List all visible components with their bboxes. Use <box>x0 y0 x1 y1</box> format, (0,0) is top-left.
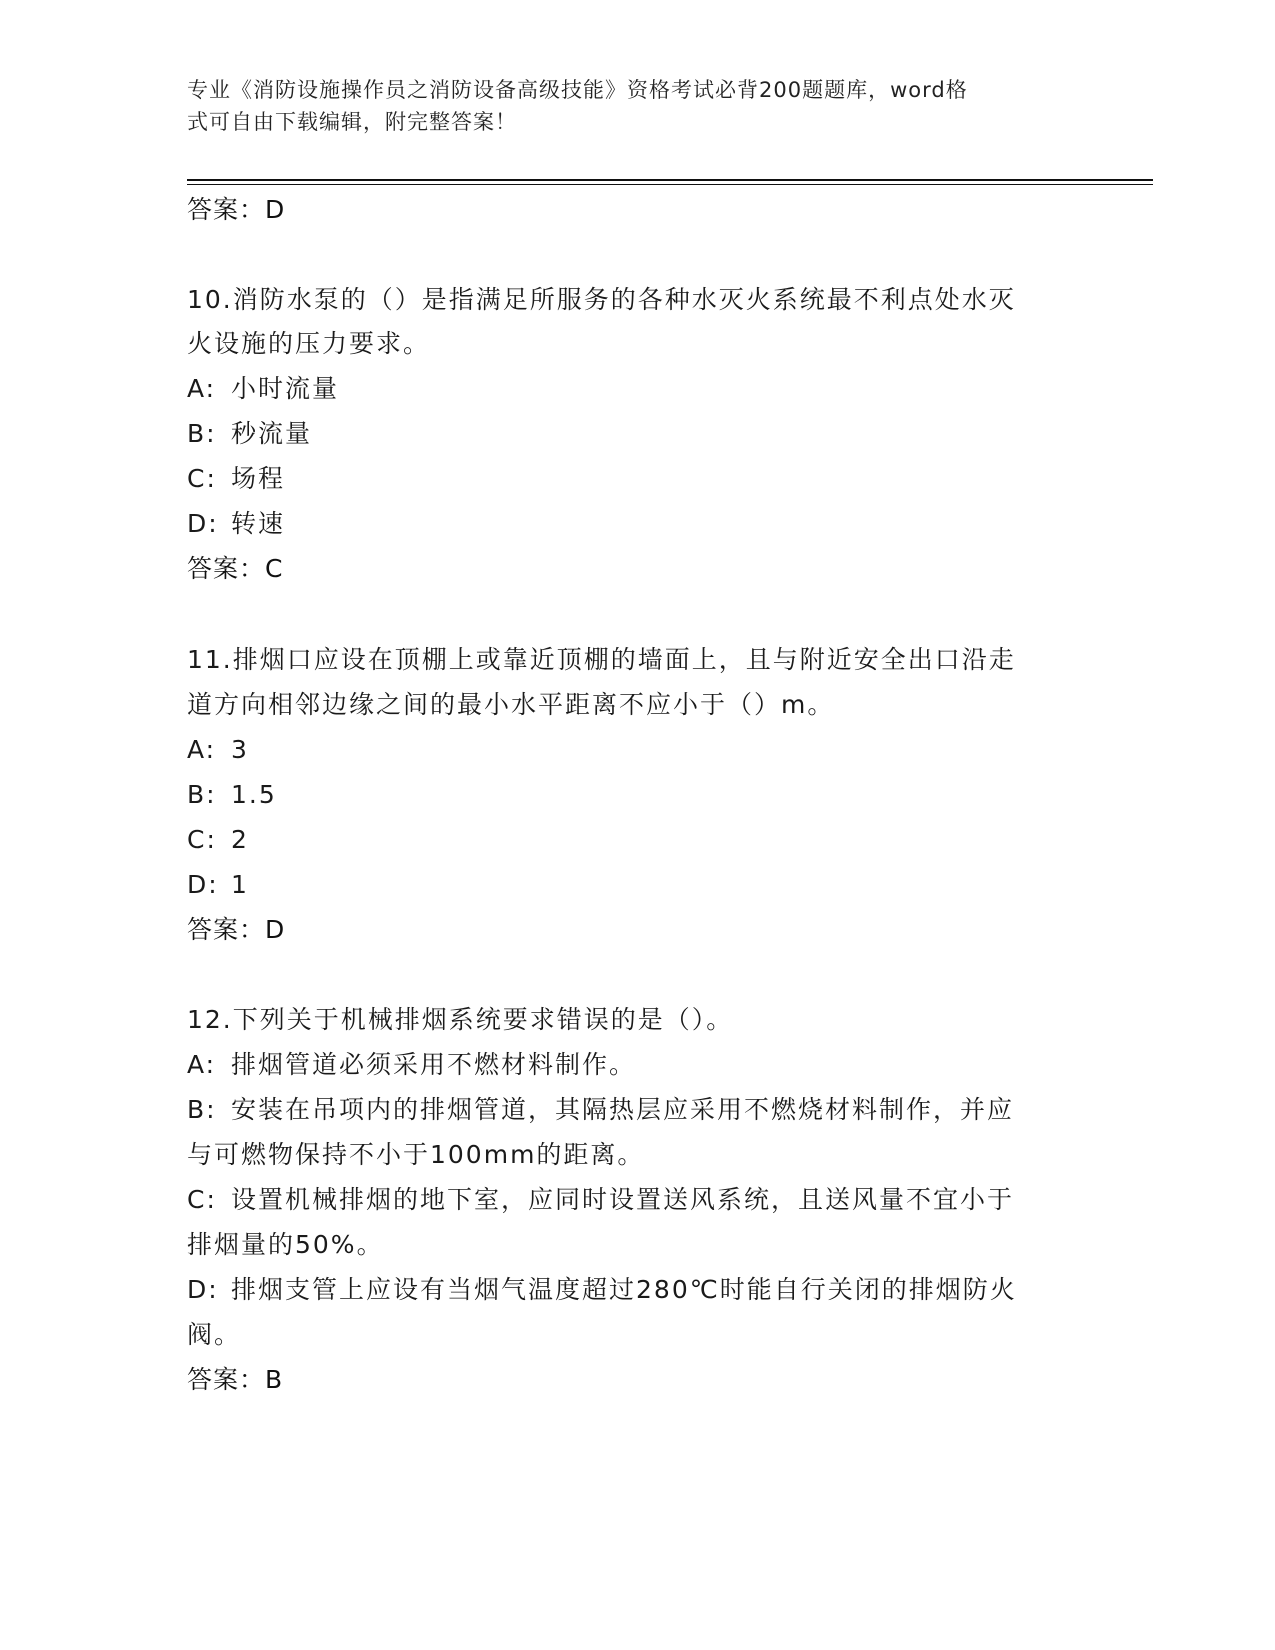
question-10-stem-line-2: 火设施的压力要求。 <box>187 329 431 358</box>
question-12-option-c-line-1 <box>187 1183 1014 1217</box>
question-12-stem: 12.下列关于机械排烟系统要求错误的是（）。 <box>187 1005 734 1034</box>
option-label: C: <box>187 464 217 493</box>
question-12-option-d-line-2: 阀。 <box>187 1320 242 1349</box>
option-label: D: <box>187 1275 219 1304</box>
option-text: 安装在吊项内的排烟管道，其隔热层应采用不燃烧材料制作，并应 <box>231 1095 1015 1124</box>
document-header <box>187 74 1067 138</box>
option-text: 1.5 <box>231 780 277 809</box>
question-12-option-d-line-1 <box>187 1273 1017 1307</box>
question-10-answer: 答案：C <box>187 554 284 583</box>
question-11-option-b <box>187 778 277 812</box>
question-11-option-c <box>187 823 249 857</box>
option-label: A: <box>187 1050 217 1079</box>
option-text: 场程 <box>231 464 286 493</box>
question-10-option-a <box>187 372 339 406</box>
question-12-answer: 答案：B <box>187 1365 284 1394</box>
option-text: 秒流量 <box>231 419 313 448</box>
option-label: A: <box>187 374 217 403</box>
option-label: B: <box>187 1095 217 1124</box>
header-line-1: 专业《消防设施操作员之消防设备高级技能》资格考试必背200题题库，word格 <box>187 78 968 102</box>
question-11-option-a <box>187 733 249 767</box>
previous-answer: 答案：D <box>187 195 286 224</box>
option-label: C: <box>187 1185 217 1214</box>
question-11-option-d <box>187 868 249 902</box>
option-label: C: <box>187 825 217 854</box>
question-11-stem-line-2: 道方向相邻边缘之间的最小水平距离不应小于（）m。 <box>187 690 835 719</box>
question-10-option-d <box>187 507 285 541</box>
option-label: A: <box>187 735 217 764</box>
option-text: 排烟管道必须采用不燃材料制作。 <box>231 1050 637 1079</box>
option-text: 排烟支管上应设有当烟气温度超过280℃时能自行关闭的排烟防火 <box>231 1275 1017 1304</box>
option-text: 小时流量 <box>231 374 340 403</box>
question-12-option-a <box>187 1048 636 1082</box>
option-text: 转速 <box>231 509 286 538</box>
option-label: D: <box>187 870 219 899</box>
question-12-option-b-line-1 <box>187 1093 1014 1127</box>
header-line-2: 式可自由下载编辑，附完整答案！ <box>187 110 517 134</box>
option-label: B: <box>187 419 217 448</box>
option-text: 1 <box>231 870 249 899</box>
question-11-stem-line-1: 11.排烟口应设在顶棚上或靠近顶棚的墙面上，且与附近安全出口沿走 <box>187 645 1016 674</box>
question-12-option-c-line-2: 排烟量的50%。 <box>187 1230 384 1259</box>
question-12-option-b-line-2: 与可燃物保持不小于100mm的距离。 <box>187 1140 645 1169</box>
option-text: 2 <box>231 825 249 854</box>
question-10-option-b <box>187 417 312 451</box>
option-label: B: <box>187 780 217 809</box>
question-10-option-c <box>187 462 285 496</box>
option-label: D: <box>187 509 219 538</box>
header-divider-thin <box>187 184 1153 185</box>
question-11-answer: 答案：D <box>187 915 286 944</box>
question-10-stem-line-1: 10.消防水泵的（）是指满足所服务的各种水灭火系统最不利点处水灭 <box>187 285 1016 314</box>
option-text: 设置机械排烟的地下室，应同时设置送风系统，且送风量不宜小于 <box>231 1185 1015 1214</box>
header-divider-thick <box>187 179 1153 181</box>
option-text: 3 <box>231 735 249 764</box>
